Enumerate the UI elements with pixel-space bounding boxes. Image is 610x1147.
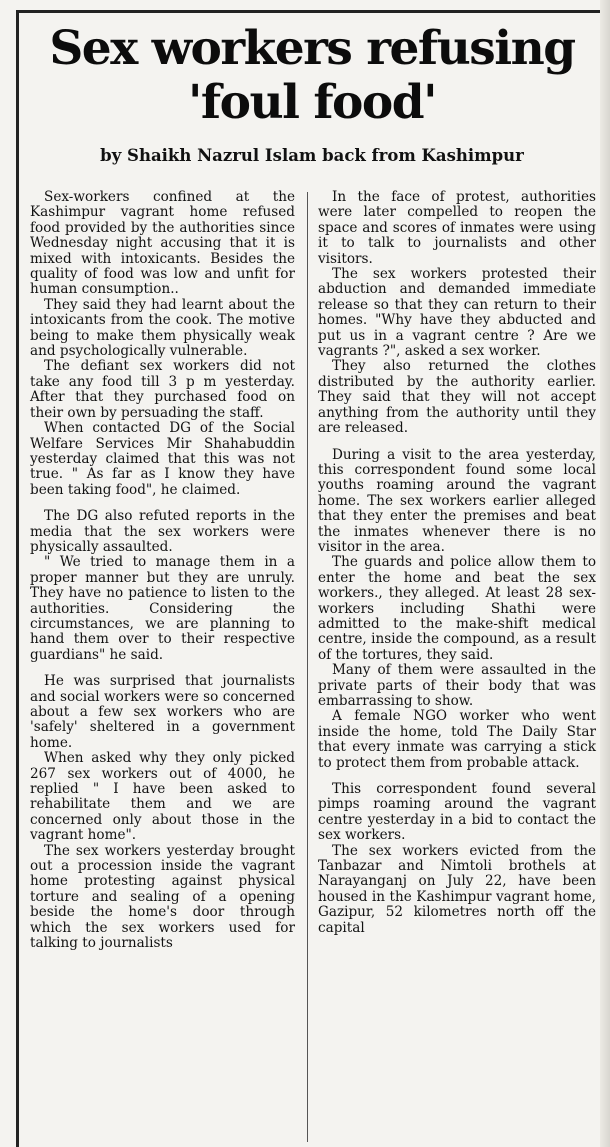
headline — [22, 22, 602, 130]
clipping-top-border — [16, 10, 610, 13]
clipping-left-border — [16, 10, 19, 1147]
paragraph: Sex-workers confined at the Kashimpur vagrant home refused food provided by the authorities since Wednesday night accusing that it is mixed with intoxicants. Besides the quality of food was low and unfit for human consumption.. — [30, 189, 295, 298]
paragraph: " We tried to manage them in a proper manner but they are unruly. They have no patience to listen to the authorities. Considering the circumstances, we are planning to hand them over to their respective guardians" he said. — [30, 554, 295, 663]
paragraph: During a visit to the area yesterday, this correspondent found some local youths roaming around the vagrant home. The sex workers earlier alleged that they enter the premises and beat the inmates whenever there is no visitor in the area. — [318, 446, 596, 555]
article-column-right — [318, 190, 596, 936]
headline-line-1: Sex workers refusing — [49, 21, 575, 76]
clipping-right-edge — [600, 0, 610, 1147]
paragraph: They said they had learnt about the intoxicants from the cook. The motive being to make them physically weak and psychologically vulnerable. — [30, 296, 295, 360]
paragraph: The DG also refuted reports in the media that the sex workers were physically assaulted. — [30, 508, 295, 555]
paragraph: This correspondent found several pimps roaming around the vagrant centre yesterday in a bid to contact the sex workers. — [318, 781, 596, 844]
byline: by Shaikh Nazrul Islam back from Kashimpur — [100, 146, 524, 165]
paragraph: He was surprised that journalists and social workers were so concerned about a few sex workers who are 'safely' sheltered in a government home. — [30, 673, 295, 751]
headline-line-2: 'foul food' — [187, 75, 436, 130]
paragraph: Many of them were assaulted in the private parts of their body that was embarrassing to show. — [318, 662, 596, 709]
paragraph: When contacted DG of the Social Welfare Services Mir Shahabuddin yesterday claimed that this was not true. " As far as I know they have been taking food", he claimed. — [30, 420, 295, 498]
paragraph: The sex workers evicted from the Tanbazar and Nimtoli brothels at Narayanganj on July 22, have been housed in the Kashimpur vagrant home, Gazipur, 52 kilometres north off the capital — [318, 842, 596, 936]
paragraph: A female NGO worker who went inside the home, told The Daily Star that every inmate was carrying a stick to protect them from probable attack. — [318, 708, 596, 771]
paragraph: The guards and police allow them to enter the home and beat the sex workers., they alleged. At least 28 sex-workers including Shathi were admitted to the make-shift medical centre, inside the compound, as a result of the tortures, they said. — [318, 554, 596, 663]
paragraph: They also returned the clothes distributed by the authority earlier. They said that they will not accept anything from the authority until they are released. — [318, 358, 596, 437]
column-divider — [307, 192, 308, 1142]
article-column-left — [30, 190, 295, 952]
paragraph: The sex workers protested their abduction and demanded immediate release so that they can return to their homes. "Why have they abducted and put us in a vagrant centre ? Are we vagrants ?", asked a sex worker. — [318, 266, 596, 360]
paragraph: In the face of protest, authorities were later compelled to reopen the space and scores of inmates were using it to talk to journalists and other visitors. — [318, 189, 596, 267]
paragraph: The sex workers yesterday brought out a procession inside the vagrant home protesting against physical torture and sealing of a opening beside the home's door through which the sex workers used for talking to journalists — [30, 842, 295, 952]
paragraph: The defiant sex workers did not take any food till 3 p m yesterday. After that they purchased food on their own by persuading the staff. — [30, 358, 295, 421]
paragraph: When asked why they only picked 267 sex workers out of 4000, he replied " I have been asked to rehabilitate them and we are concerned only about those in the vagrant home". — [30, 750, 295, 844]
